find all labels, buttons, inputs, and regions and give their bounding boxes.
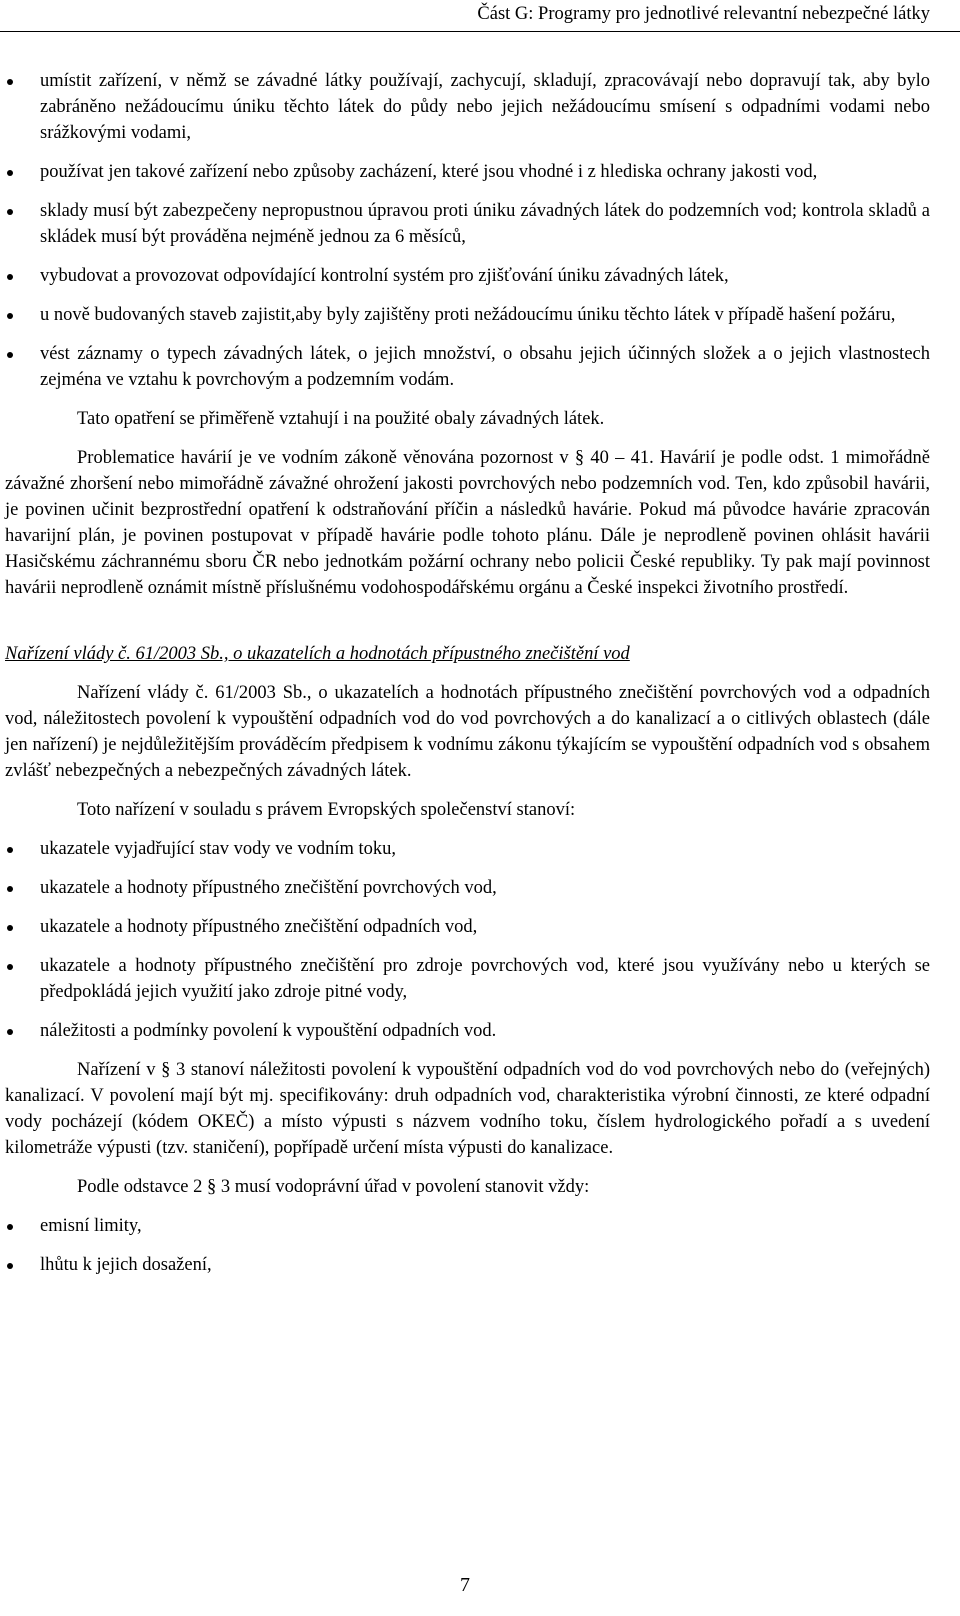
bullet-icon xyxy=(7,1263,13,1269)
paragraph-regulation-states: Toto nařízení v souladu s právem Evropských společenství stanoví: xyxy=(77,800,576,820)
list-item-text: ukazatele a hodnoty přípustného znečištění povrchových vod, xyxy=(40,878,497,898)
list-item-text: umístit zařízení, v němž se závadné látky používají, zachycují, skladují, zpracovávají nebo dopravují tak, aby bylo zabráněno nežádoucímu úniku těchto látek do půdy nebo jejich nežádoucímu smísení s odpadními vodami nebo srážkovými vodami, xyxy=(40,71,930,143)
bullet-icon xyxy=(7,170,13,176)
bullet-icon xyxy=(7,1029,13,1035)
paragraph-permit-always: Podle odstavce 2 § 3 musí vodoprávní úřad v povolení stanovit vždy: xyxy=(77,1177,590,1197)
bullet-icon xyxy=(7,886,13,892)
list-item xyxy=(5,159,930,185)
list-item xyxy=(5,953,930,1005)
bullet-icon xyxy=(7,925,13,931)
list-item-text: emisní limity, xyxy=(40,1216,142,1236)
bullet-icon xyxy=(7,274,13,280)
bullet-icon xyxy=(7,1224,13,1230)
list-item-text: lhůtu k jejich dosažení, xyxy=(40,1255,212,1275)
section-title: Nařízení vlády č. 61/2003 Sb., o ukazatelích a hodnotách přípustného znečištění vod xyxy=(5,644,630,664)
list-item xyxy=(5,341,930,393)
bullet-icon xyxy=(7,352,13,358)
bullet-icon xyxy=(7,964,13,970)
bullet-list-limits xyxy=(5,1213,930,1278)
bullet-list-measures xyxy=(5,68,930,393)
list-item-text: ukazatele a hodnoty přípustného znečištění odpadních vod, xyxy=(40,917,478,937)
page-content xyxy=(5,68,930,1291)
list-item xyxy=(5,914,930,940)
list-item-text: vybudovat a provozovat odpovídající kontrolní systém pro zjišťování úniku závadných látek, xyxy=(40,266,729,286)
list-item xyxy=(5,198,930,250)
paragraph-regulation: Nařízení vlády č. 61/2003 Sb., o ukazatelích a hodnotách přípustného znečištění povrchových vod a odpadních vod, náležitostech povolení k vypouštění odpadních vod do vod povrchových a do kanalizací a o citlivých oblastech (dále jen nařízení) je nejdůležitějším prováděcím předpisem k vodnímu zákonu týkajícím se vypouštění odpadních vod s obsahem zvlášť nebezpečných a nebezpečných závadných látek. xyxy=(5,683,930,781)
page-number: 7 xyxy=(460,1574,470,1596)
bullet-list-indicators xyxy=(5,836,930,1044)
list-item xyxy=(5,263,930,289)
list-item xyxy=(5,302,930,328)
bullet-icon xyxy=(7,79,13,85)
list-item xyxy=(5,1252,930,1278)
list-item-text: náležitosti a podmínky povolení k vypouštění odpadních vod. xyxy=(40,1021,497,1041)
list-item-text: ukazatele vyjadřující stav vody ve vodním toku, xyxy=(40,839,397,859)
bullet-icon xyxy=(7,847,13,853)
list-item xyxy=(5,875,930,901)
list-item-text: vést záznamy o typech závadných látek, o jejich množství, o obsahu jejich účinných složek a o jejich vlastnostech zejména ve vztahu k povrchovým a podzemním vodám. xyxy=(40,344,930,390)
list-item-text: sklady musí být zabezpečeny nepropustnou úpravou proti úniku závadných látek do podzemních vod; kontrola skladů a skládek musí být prováděna nejméně jednou za 6 měsíců, xyxy=(40,201,930,247)
paragraph-accidents: Problematice havárií je ve vodním zákoně věnována pozornost v § 40 – 41. Havárií je podle odst. 1 mimořádně závažné zhoršení nebo mimořádně závažné ohrožení jakosti povrchových nebo podzemních vod. Ten, kdo způsobil havárii, je povinen učinit bezprostřední opatření k odstraňování příčin a následků havárie. Pokud má původce havárie zpracován havarijní plán, je povinen postupovat v případě havárie podle tohoto plánu. Dále je neprodleně povinen ohlásit havárii Hasičskému záchrannému sboru ČR nebo jednotkám požární ochrany nebo policii České republiky. Ty pak mají povinnost havárii neprodleně oznámit místně příslušnému vodohospodářskému orgánu a České inspekci životního prostředí. xyxy=(5,448,930,598)
list-item-text: u nově budovaných staveb zajistit,aby byly zajištěny proti nežádoucímu úniku těchto látek v případě hašení požáru, xyxy=(40,305,896,325)
list-item-text: ukazatele a hodnoty přípustného znečištění pro zdroje povrchových vod, které jsou využívány nebo u kterých se předpokládá jejich využití jako zdroje pitné vody, xyxy=(40,956,930,1002)
header-rule xyxy=(0,31,960,32)
bullet-icon xyxy=(7,313,13,319)
bullet-icon xyxy=(7,209,13,215)
paragraph-permit: Nařízení v § 3 stanoví náležitosti povolení k vypouštění odpadních vod do vod povrchových nebo do (veřejných) kanalizací. V povolení mají být mj. specifikovány: druh odpadních vod, charakteristika výrobní činnosti, ze které odpadní vody pocházejí (kódem OKEČ) a místo výpusti s názvem vodního toku, číslem hydrologického pořadí a s uvedení kilometráže výpusti (tzv. staničení), popřípadě určení místa výpusti do kanalizace. xyxy=(5,1060,930,1158)
list-item xyxy=(5,68,930,146)
list-item xyxy=(5,1018,930,1044)
list-item xyxy=(5,1213,930,1239)
paragraph-packaging: Tato opatření se přiměřeně vztahují i na použité obaly závadných látek. xyxy=(77,409,605,429)
running-header: Část G: Programy pro jednotlivé relevantní nebezpečné látky xyxy=(477,4,930,24)
list-item xyxy=(5,836,930,862)
list-item-text: používat jen takové zařízení nebo způsoby zacházení, které jsou vhodné i z hlediska ochrany jakosti vod, xyxy=(40,162,818,182)
